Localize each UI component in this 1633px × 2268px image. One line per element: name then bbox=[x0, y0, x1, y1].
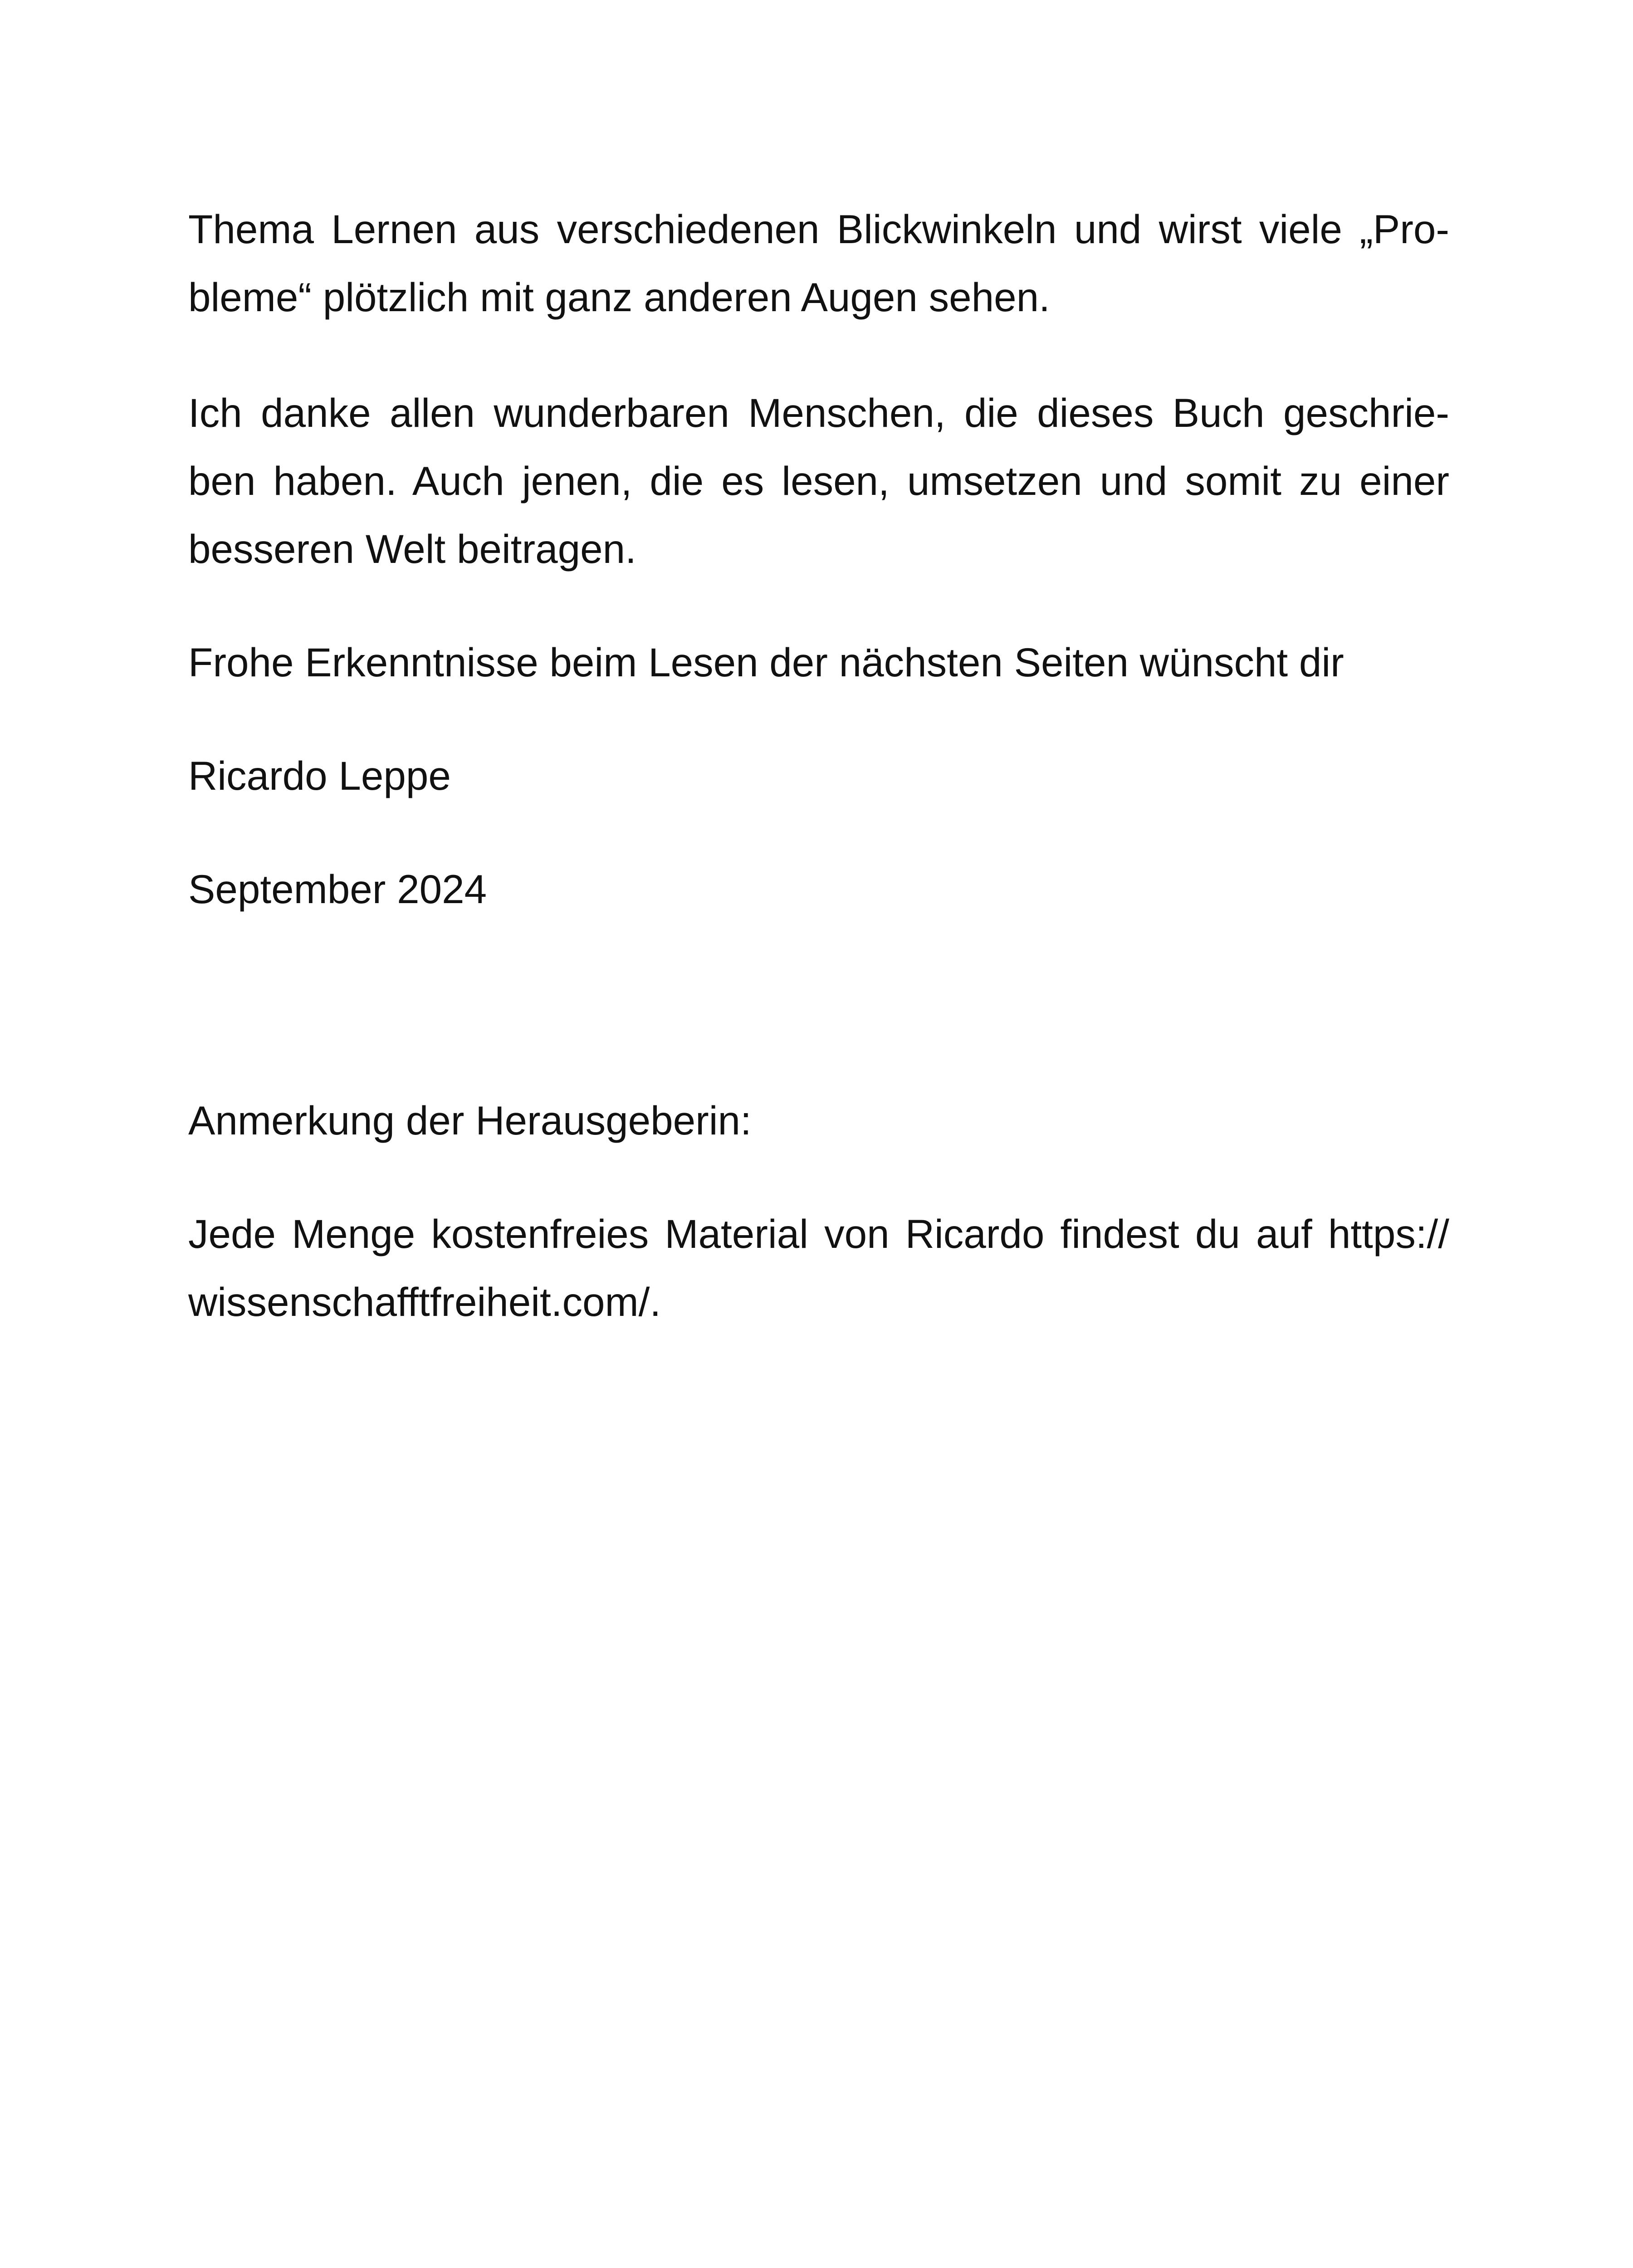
signature-name-text: Ricardo Leppe bbox=[188, 753, 451, 798]
paragraph-thanks bbox=[188, 379, 1449, 447]
signature-name bbox=[188, 742, 1449, 810]
paragraph-closing-wish bbox=[188, 628, 1449, 696]
paragraph-line: Thema Lernen aus verschiedenen Blickwinkeln und wirst viele „Pro- bbox=[188, 206, 1449, 252]
note-text bbox=[188, 1200, 1449, 1268]
note-line bbox=[188, 1268, 1449, 1336]
note-line: Jede Menge kostenfreies Material von Ricardo findest du auf https:// bbox=[188, 1211, 1449, 1256]
paragraph-lernen-intro bbox=[188, 195, 1449, 263]
paragraph-line-text: bleme“ plötzlich mit ganz anderen Augen sehen. bbox=[188, 274, 1050, 320]
paragraph-line bbox=[188, 447, 1449, 515]
paragraph-line: Ich danke allen wunderbaren Menschen, die dieses Buch geschrie- bbox=[188, 390, 1449, 435]
note-link-text: wissenschafftfreiheit.com/. bbox=[188, 1279, 661, 1325]
paragraph-line-text: besseren Welt beitragen. bbox=[188, 526, 636, 572]
note-heading-text: Anmerkung der Herausgeberin: bbox=[188, 1098, 752, 1143]
paragraph-line bbox=[188, 515, 1449, 583]
paragraph-line bbox=[188, 263, 1449, 331]
paragraph-line-text: ben haben. Auch jenen, die es lesen, umsetzen und somit zu einer bbox=[188, 458, 1449, 503]
signature-date-text: September 2024 bbox=[188, 866, 487, 912]
note-heading bbox=[188, 1086, 1449, 1154]
signature-date bbox=[188, 855, 1449, 923]
paragraph-line-text: Frohe Erkenntnisse beim Lesen der nächsten Seiten wünscht dir bbox=[188, 640, 1344, 685]
